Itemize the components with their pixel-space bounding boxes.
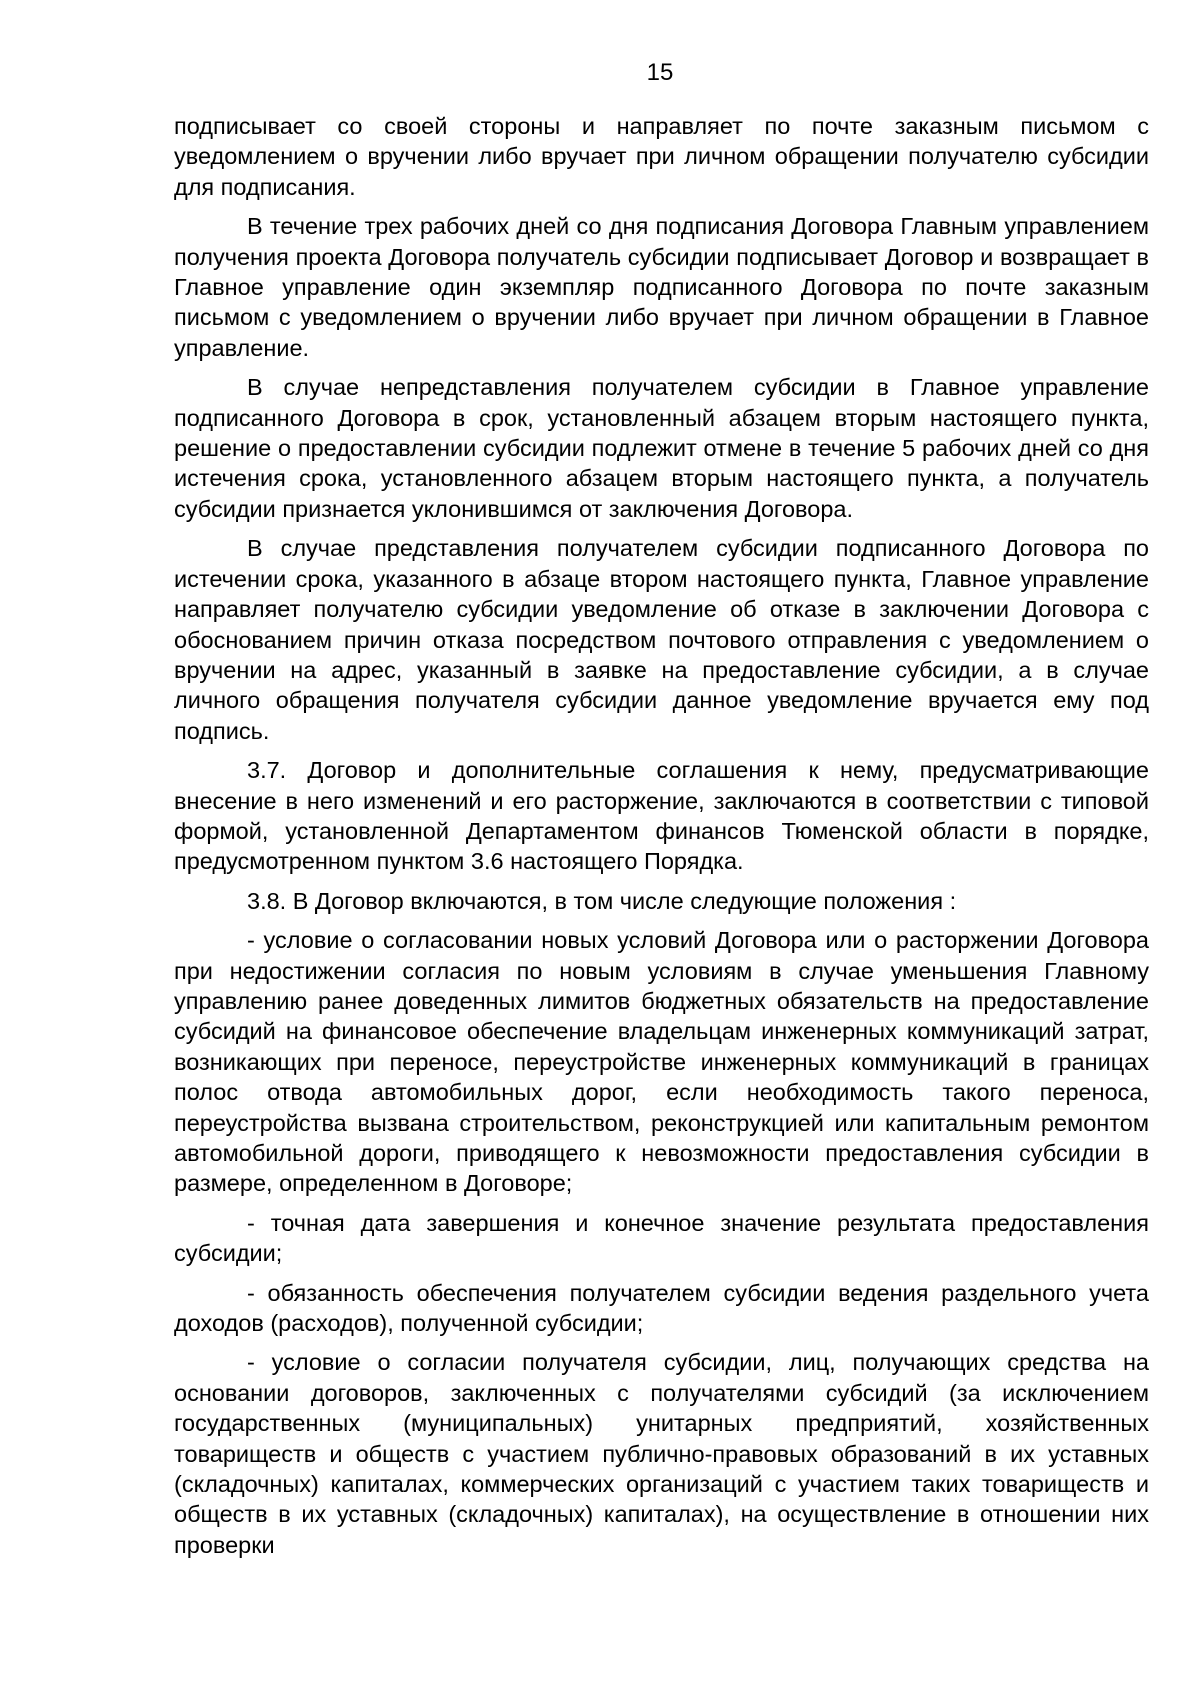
paragraph-non-submission: В случае непредставления получателем субсидии в Главное управление подписанного Договора в срок, установленный абзацем вторым настоящего пункта, решение о предоставлении субсидии подлежит отмене в течение 5 рабочих дней со дня истечения срока, установленного абзацем вторым настоящего пункта, а получатель субсидии признается уклонившимся от заключения Договора. [174,374,1149,522]
list-item-completion-date: - точная дата завершения и конечное значение результата предоставления субсидии; [174,1209,1149,1267]
document-body [174,111,1149,1569]
page-number: 15 [646,59,674,86]
list-item-separate-accounting: - обязанность обеспечения получателем субсидии ведения раздельного учета доходов (расходов), полученной субсидии; [174,1279,1149,1337]
paragraph-clause-3-8: 3.8. В Договор включаются, в том числе следующие положения : [247,887,957,914]
list-item-new-conditions: - условие о согласовании новых условий Договора или о расторжении Договора при недостижении согласия по новым условиям в случае уменьшения Главному управлению ранее доведенных лимитов бюджетных обязательств на предоставление субсидий на финансовое обеспечение владельцам инженерных коммуникаций затрат, возникающих при переносе, переустройстве инженерных коммуникаций в границах полос отвода автомобильных дорог, если необходимость такого переноса, переустройства вызвана строительством, реконструкцией или капитальным ремонтом автомобильной дороги, приводящего к невозможности предоставления субсидии в размере, определенном в Договоре; [174,927,1149,1197]
paragraph-continuation: подписывает со своей стороны и направляет по почте заказным письмом с уведомлением о вручении либо вручает при личном обращении получателю субсидии для подписания. [174,113,1149,200]
paragraph-signing-deadline: В течение трех рабочих дней со дня подписания Договора Главным управлением получения проекта Договора получатель субсидии подписывает Договор и возвращает в Главное управление один экземпляр подписанного Договора по почте заказным письмом с уведомлением о вручении либо вручает при личном обращении в Главное управление. [174,213,1149,361]
paragraph-late-submission: В случае представления получателем субсидии подписанного Договора по истечении срока, указанного в абзаце втором настоящего пункта, Главное управление направляет получателю субсидии уведомление об отказе в заключении Договора с обоснованием причин отказа посредством почтового отправления с уведомлением о вручении на адрес, указанный в заявке на предоставление субсидии, а в случае личного обращения получателя субсидии данное уведомление вручается ему под подпись. [174,535,1149,744]
list-item-inspection-consent: - условие о согласии получателя субсидии, лиц, получающих средства на основании договоров, заключенных с получателями субсидий (за исключением государственных (муниципальных) унитарных предприятий, хозяйственных товариществ и обществ с участием публично-правовых образований в их уставных (складочных) капиталах, коммерческих организаций с участием таких товариществ и обществ в их уставных (складочных) капиталах), на осуществление в отношении них проверки [174,1349,1149,1558]
paragraph-clause-3-7: 3.7. Договор и дополнительные соглашения к нему, предусматривающие внесение в него изменений и его расторжение, заключаются в соответствии с типовой формой, установленной Департаментом финансов Тюменской области в порядке, предусмотренном пунктом 3.6 настоящего Порядка. [174,757,1149,875]
